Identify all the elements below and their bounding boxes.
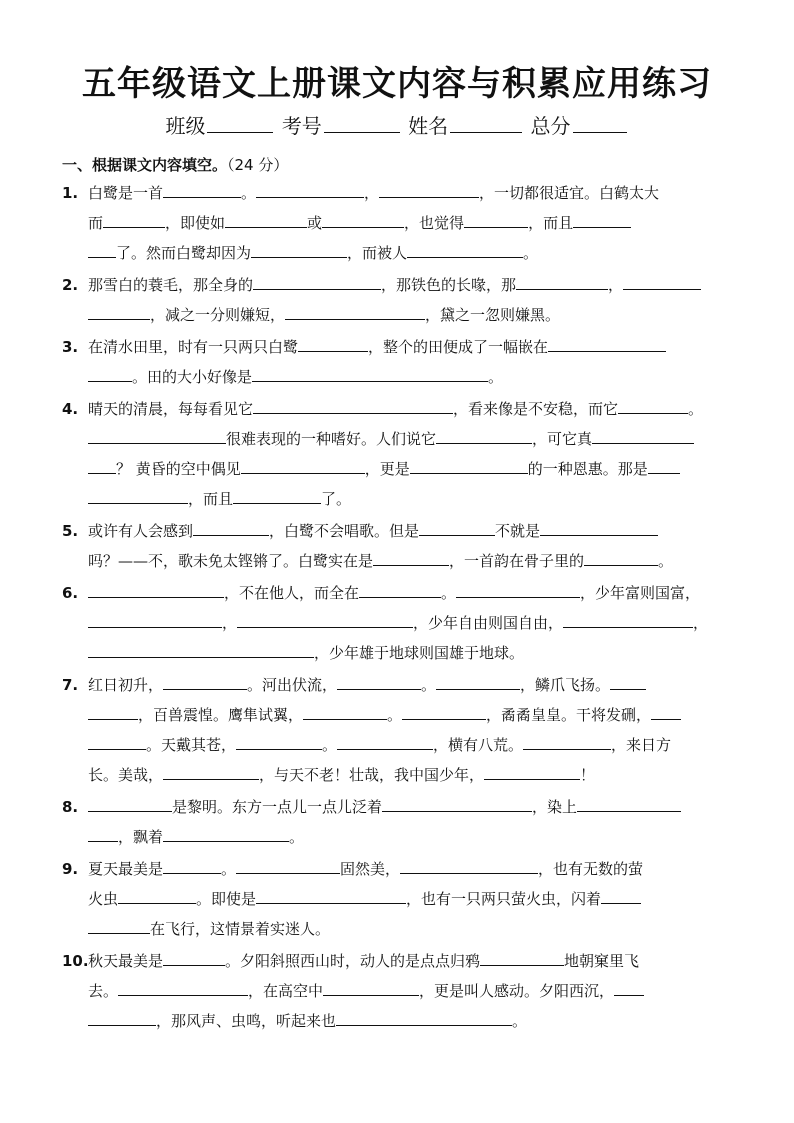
question-text: ，一切都很适宜。白鹤太大 — [479, 184, 660, 202]
answer-blank[interactable] — [163, 948, 225, 966]
question-text: 的一种恩惠。那是 — [527, 460, 648, 478]
question-text: ，更是 — [364, 460, 410, 478]
question-text: ，看来像是不安稳，而它 — [453, 400, 619, 418]
answer-blank[interactable] — [419, 518, 495, 536]
question-text: 秋天最美是 — [88, 952, 164, 970]
question-text: 晴天的清晨，每每看见它 — [88, 400, 254, 418]
answer-blank[interactable] — [118, 886, 196, 904]
question-text: ，百兽震惶。鹰隼试翼， — [138, 706, 304, 724]
answer-blank[interactable] — [336, 1008, 512, 1026]
answer-blank[interactable] — [379, 180, 479, 198]
question-text: 是黎明。东方一点儿一点儿泛着 — [172, 798, 383, 816]
question-text: 了。然而白鹭却因为 — [116, 244, 252, 262]
question-text: ，一首韵在骨子里的 — [449, 552, 585, 570]
answer-blank[interactable] — [88, 364, 132, 382]
answer-blank[interactable] — [253, 272, 381, 290]
answer-blank[interactable] — [256, 886, 406, 904]
question-9-line-2 — [62, 886, 732, 911]
question-number: 6. — [62, 584, 79, 602]
question-5-line-1 — [62, 518, 732, 543]
answer-blank[interactable] — [548, 334, 666, 352]
answer-blank[interactable] — [251, 240, 347, 258]
question-text: ，不在他人，而全在 — [224, 584, 360, 602]
answer-blank[interactable] — [610, 672, 646, 690]
exam-number-field[interactable] — [324, 112, 400, 133]
question-text: ， — [222, 614, 238, 632]
name-label: 姓名 — [408, 114, 449, 138]
answer-blank[interactable] — [523, 732, 611, 750]
answer-blank[interactable] — [236, 856, 340, 874]
question-text: 。 — [512, 1012, 528, 1030]
answer-blank[interactable] — [402, 702, 486, 720]
answer-blank[interactable] — [88, 702, 138, 720]
question-text: 。 — [658, 552, 674, 570]
question-3-line-1 — [62, 334, 732, 359]
question-text: 那雪白的蓑毛，那全身的 — [88, 276, 254, 294]
question-text: 。即使是 — [196, 890, 257, 908]
question-7-line-4 — [62, 762, 732, 787]
answer-blank[interactable] — [303, 702, 387, 720]
answer-blank[interactable] — [88, 302, 150, 320]
question-text: 火虫 — [88, 890, 119, 908]
question-text: 。 — [421, 676, 437, 694]
question-text: ，矞矞皇皇。干将发硎， — [486, 706, 652, 724]
question-number: 5. — [62, 522, 79, 540]
answer-blank[interactable] — [484, 762, 580, 780]
answer-blank[interactable] — [163, 856, 221, 874]
answer-blank[interactable] — [456, 580, 580, 598]
question-10-line-1 — [62, 948, 732, 973]
question-7-line-2 — [62, 702, 732, 727]
question-text: ？ 黄昏的空中偶见 — [116, 460, 241, 478]
answer-blank[interactable] — [285, 302, 425, 320]
answer-blank[interactable] — [436, 672, 520, 690]
question-text: ，在高空中 — [248, 982, 324, 1000]
answer-blank[interactable] — [88, 916, 150, 934]
question-text: ，也有一只两只萤火虫，闪着 — [406, 890, 602, 908]
answer-blank[interactable] — [601, 886, 641, 904]
question-6-line-3 — [62, 640, 732, 665]
question-number: 7. — [62, 676, 79, 694]
question-text: 吗？——不，歌未免太铿锵了。白鹭实在是 — [88, 552, 374, 570]
class-field[interactable] — [207, 112, 273, 133]
answer-blank[interactable] — [407, 240, 523, 258]
answer-blank[interactable] — [252, 364, 488, 382]
answer-blank[interactable] — [193, 518, 269, 536]
answer-blank[interactable] — [584, 548, 658, 566]
total-score-label: 总分 — [530, 114, 571, 138]
question-text: ， — [364, 184, 380, 202]
question-text: ，来日方 — [611, 736, 672, 754]
answer-blank[interactable] — [241, 456, 365, 474]
question-text: ，减之一分则嫌短， — [150, 306, 286, 324]
question-text: ，更是叫人感动。夕阳西沉， — [419, 982, 615, 1000]
question-9-line-1 — [62, 856, 732, 881]
answer-blank[interactable] — [88, 732, 146, 750]
question-text: 。田的大小好像是 — [132, 368, 253, 386]
question-text: 。 — [688, 400, 704, 418]
question-9-line-3 — [62, 916, 732, 941]
question-text: 。 — [523, 244, 539, 262]
question-4-line-4 — [62, 486, 732, 511]
answer-blank[interactable] — [651, 702, 681, 720]
question-text: ， — [693, 614, 709, 632]
question-5-line-2 — [62, 548, 732, 573]
question-text: 夏天最美是 — [88, 860, 164, 878]
question-text: 。 — [322, 736, 338, 754]
question-text: 而 — [88, 214, 104, 232]
answer-blank[interactable] — [464, 210, 528, 228]
question-text: ，染上 — [532, 798, 578, 816]
question-1-line-3 — [62, 240, 732, 265]
answer-blank[interactable] — [563, 610, 693, 628]
question-text: 。 — [387, 706, 403, 724]
question-number: 9. — [62, 860, 79, 878]
question-4-line-1 — [62, 396, 732, 421]
question-text: ！ — [580, 766, 596, 784]
answer-blank[interactable] — [322, 210, 404, 228]
question-text: 。 — [221, 860, 237, 878]
question-text: ， — [608, 276, 624, 294]
answer-blank[interactable] — [88, 610, 222, 628]
question-text: ，少年自由则国自由， — [413, 614, 564, 632]
question-text: 或 — [307, 214, 323, 232]
section-heading — [62, 153, 288, 177]
answer-blank[interactable] — [88, 580, 224, 598]
answer-blank[interactable] — [573, 210, 631, 228]
answer-blank[interactable] — [253, 396, 453, 414]
answer-blank[interactable] — [118, 978, 248, 996]
exam-number-label: 考号 — [281, 114, 322, 138]
answer-blank[interactable] — [88, 824, 118, 842]
answer-blank[interactable] — [233, 486, 321, 504]
answer-blank[interactable] — [323, 978, 419, 996]
section-score: （24 分） — [227, 156, 289, 174]
question-text: ，即使如 — [165, 214, 226, 232]
question-text: ，而且 — [188, 490, 234, 508]
answer-blank[interactable] — [88, 240, 116, 258]
question-number: 1. — [62, 184, 79, 202]
question-text: ，横有八荒。 — [433, 736, 524, 754]
answer-blank[interactable] — [225, 210, 307, 228]
answer-blank[interactable] — [436, 426, 532, 444]
answer-blank[interactable] — [163, 762, 259, 780]
question-6-line-1 — [62, 580, 732, 605]
page-title: 五年级语文上册课文内容与积累应用练习 — [82, 64, 712, 104]
answer-blank[interactable] — [256, 180, 364, 198]
question-text: ，整个的田便成了一幅嵌在 — [368, 338, 549, 356]
answer-blank[interactable] — [410, 456, 528, 474]
question-text: ，也觉得 — [404, 214, 465, 232]
answer-blank[interactable] — [623, 272, 701, 290]
question-7-line-3 — [62, 732, 732, 757]
answer-blank[interactable] — [237, 610, 413, 628]
answer-blank[interactable] — [88, 1008, 156, 1026]
question-text: 红日初升， — [88, 676, 164, 694]
question-text: ，鳞爪飞扬。 — [520, 676, 611, 694]
question-text: ，少年雄于地球则国雄于地球。 — [314, 644, 525, 662]
question-number: 8. — [62, 798, 79, 816]
question-text: 。夕阳斜照西山时，动人的是点点归鸦 — [225, 952, 481, 970]
question-10-line-3 — [62, 1008, 732, 1033]
answer-blank[interactable] — [337, 732, 433, 750]
question-text: 很难表现的一种嗜好。人们说它 — [226, 430, 437, 448]
question-text: 长。美哉， — [88, 766, 164, 784]
question-text: 在飞行，这情景着实迷人。 — [150, 920, 331, 938]
question-text: 。天戴其苍， — [146, 736, 237, 754]
answer-blank[interactable] — [298, 334, 368, 352]
question-2-line-1 — [62, 272, 732, 297]
question-text: 在清水田里，时有一只两只白鹭 — [88, 338, 299, 356]
student-info-line — [0, 111, 794, 141]
question-text: 固然美， — [340, 860, 401, 878]
question-text: ，那风声、虫鸣，听起来也 — [156, 1012, 337, 1030]
question-text: 。 — [441, 584, 457, 602]
answer-blank[interactable] — [236, 732, 322, 750]
answer-blank[interactable] — [88, 640, 314, 658]
question-text: ，飘着 — [118, 828, 164, 846]
answer-blank[interactable] — [592, 426, 694, 444]
question-text: ，那铁色的长喙，那 — [381, 276, 517, 294]
question-text: 去。 — [88, 982, 119, 1000]
question-text: 地朝窠里飞 — [564, 952, 640, 970]
answer-blank[interactable] — [337, 672, 421, 690]
answer-blank[interactable] — [540, 518, 658, 536]
question-6-line-2 — [62, 610, 732, 635]
question-number: 10. — [62, 952, 89, 970]
answer-blank[interactable] — [577, 794, 681, 812]
answer-blank[interactable] — [382, 794, 532, 812]
question-7-line-1 — [62, 672, 732, 697]
question-text: 或许有人会感到 — [88, 522, 194, 540]
answer-blank[interactable] — [618, 396, 688, 414]
answer-blank[interactable] — [163, 824, 289, 842]
question-text: ，而且 — [528, 214, 574, 232]
answer-blank[interactable] — [88, 486, 188, 504]
answer-blank[interactable] — [648, 456, 680, 474]
question-number: 3. — [62, 338, 79, 356]
question-text: ，白鹭不会唱歌。但是 — [269, 522, 420, 540]
answer-blank[interactable] — [516, 272, 608, 290]
question-text: 。 — [289, 828, 305, 846]
question-number: 2. — [62, 276, 79, 294]
answer-blank[interactable] — [88, 426, 226, 444]
question-text: ，可它真 — [532, 430, 593, 448]
question-text: ，黛之一忽则嫌黑。 — [425, 306, 561, 324]
question-1-line-1 — [62, 180, 732, 205]
answer-blank[interactable] — [400, 856, 538, 874]
answer-blank[interactable] — [163, 672, 247, 690]
question-text: ，少年富则国富， — [580, 584, 701, 602]
question-text: ，与天不老！壮哉，我中国少年， — [259, 766, 485, 784]
section-title: 一、根据课文内容填空。 — [62, 156, 228, 174]
question-text: 了。 — [321, 490, 352, 508]
question-4-line-2 — [62, 426, 732, 451]
answer-blank[interactable] — [103, 210, 165, 228]
question-10-line-2 — [62, 978, 732, 1003]
class-label: 班级 — [165, 114, 206, 138]
question-text: 。 — [241, 184, 257, 202]
question-text: 不就是 — [495, 522, 541, 540]
question-text: ，而被人 — [347, 244, 408, 262]
name-field[interactable] — [450, 112, 522, 133]
answer-blank[interactable] — [88, 794, 172, 812]
answer-blank[interactable] — [373, 548, 449, 566]
question-4-line-3 — [62, 456, 732, 481]
answer-blank[interactable] — [163, 180, 241, 198]
answer-blank[interactable] — [88, 456, 116, 474]
total-score-field[interactable] — [573, 112, 627, 133]
question-3-line-2 — [62, 364, 732, 389]
answer-blank[interactable] — [480, 948, 564, 966]
question-text: 。 — [488, 368, 504, 386]
question-text: 白鹭是一首 — [88, 184, 164, 202]
question-1-line-2 — [62, 210, 732, 235]
question-8-line-2 — [62, 824, 732, 849]
question-number: 4. — [62, 400, 79, 418]
question-text: ，也有无数的萤 — [538, 860, 644, 878]
answer-blank[interactable] — [359, 580, 441, 598]
question-8-line-1 — [62, 794, 732, 819]
question-text: 。河出伏流， — [247, 676, 338, 694]
answer-blank[interactable] — [614, 978, 644, 996]
question-2-line-2 — [62, 302, 732, 327]
